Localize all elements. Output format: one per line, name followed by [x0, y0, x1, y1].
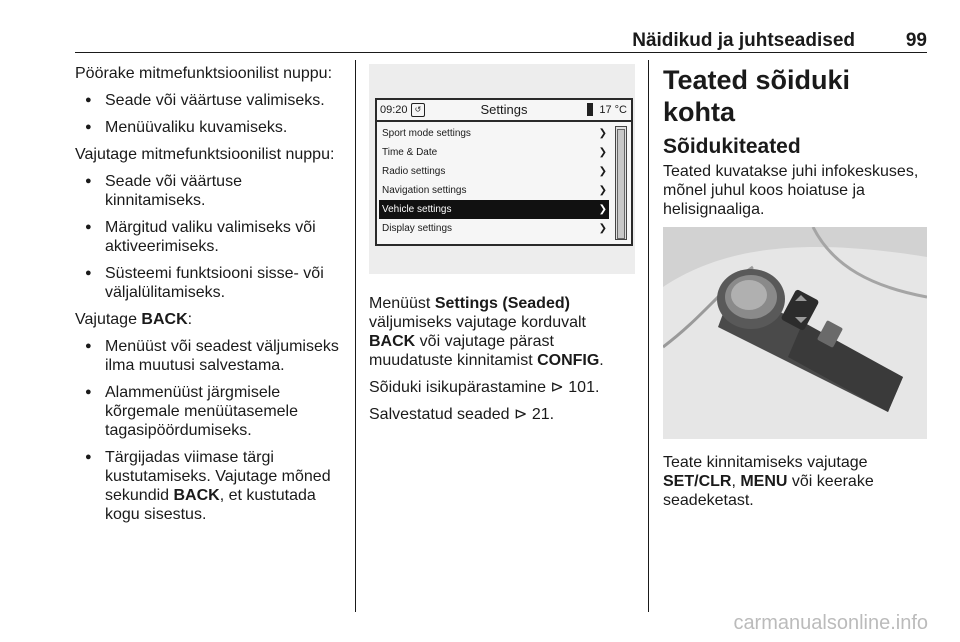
column-divider-2 — [648, 60, 649, 612]
chevron-right-icon: ❯ — [598, 166, 607, 177]
rotate-intro: Pöörake mitmefunktsioonilist nuppu: — [75, 65, 333, 82]
rotate-list — [75, 91, 343, 137]
screen-temperature: 17 °C — [599, 104, 627, 116]
watermark: carmanualsonline.info — [733, 612, 928, 634]
column-divider-1 — [355, 60, 356, 612]
list-item: ● Menüüst või seadest väljumiseks ilma muutusi salvestama. — [75, 337, 343, 375]
list-item: ● Seade või väärtuse kinnitamiseks. — [75, 172, 343, 210]
config-key-label: CONFIG — [537, 352, 600, 369]
back-list — [75, 337, 343, 524]
list-item-text: , et kustutada kogu sisestus. — [105, 487, 316, 523]
list-item — [75, 448, 343, 524]
column-middle — [369, 64, 635, 432]
chevron-right-icon: ❯ — [598, 128, 607, 139]
header-rule — [75, 52, 927, 53]
screen-menu-label: Sport mode settings — [382, 128, 471, 139]
scrollbar-thumb[interactable] — [617, 129, 625, 239]
paragraph-text: Menüüst — [369, 295, 435, 312]
section-title: Näidikud ja juhtseadised — [632, 30, 855, 51]
screen-menu-item[interactable] — [379, 219, 609, 238]
page-number: 99 — [905, 30, 927, 51]
list-item: ● Alammenüüst järgmisele kõrgemale menüütasemele tagasipöördumiseks. — [75, 383, 343, 440]
page-header — [75, 30, 927, 50]
list-item-text: Tärgijadas viimase tärgi kustutamiseks. Vajutage mõned sekundid — [105, 449, 331, 504]
exit-settings-paragraph — [369, 294, 635, 370]
paragraph-text: väljumiseks vajutage korduvalt — [369, 314, 586, 331]
column-left — [75, 64, 343, 532]
saved-settings-reference[interactable]: Salvestatud seaded ⊳ 21. — [369, 406, 555, 423]
paragraph-text: . — [599, 352, 604, 369]
screen-status-bar — [377, 100, 631, 122]
subsection-heading: Sõidukiteated — [663, 135, 801, 158]
screen-time: 09:20 — [380, 104, 408, 116]
screen-menu-item-selected[interactable] — [379, 200, 609, 219]
paragraph-text: või keerake seadeketast. — [663, 473, 874, 509]
set-clr-key-label: SET/CLR — [663, 473, 732, 490]
back-intro — [75, 310, 343, 329]
menu-key-label: MENU — [740, 473, 788, 490]
paragraph-text: , — [731, 473, 741, 490]
column-right — [663, 64, 927, 518]
screen-title: Settings — [480, 102, 528, 117]
vehicle-personalization-reference[interactable]: Sõiduki isikupärastamine ⊳ 101. — [369, 379, 600, 396]
chevron-right-icon: ❯ — [598, 185, 607, 196]
screen-menu-item[interactable] — [379, 143, 609, 162]
chevron-right-icon: ❯ — [598, 204, 607, 215]
paragraph-text: või vajutage pärast muudatuste kinnitamist — [369, 333, 554, 369]
push-list — [75, 172, 343, 302]
screen-menu-label: Time & Date — [382, 147, 438, 158]
screen-menu-label: Vehicle settings — [382, 204, 452, 215]
control-stalk-figure — [663, 227, 927, 439]
back-intro-text: Vajutage — [75, 311, 142, 328]
screen-menu-item[interactable] — [379, 124, 609, 143]
chevron-right-icon: ❯ — [598, 147, 607, 158]
screen-menu-label: Radio settings — [382, 166, 446, 177]
thermometer-icon — [587, 103, 593, 116]
list-item: ● Menüüvaliku kuvamiseks. — [75, 118, 343, 137]
list-item: ● Seade või väärtuse valimiseks. — [75, 91, 343, 110]
list-item: ● Süsteemi funktsiooni sisse- või väljalülitamiseks. — [75, 264, 343, 302]
paragraph-text: Teate kinnitamiseks vajutage — [663, 454, 868, 471]
screen-menu-list — [379, 124, 609, 238]
back-intro-colon: : — [187, 311, 193, 328]
chevron-right-icon: ❯ — [598, 223, 607, 234]
push-intro: Vajutage mitmefunktsioonilist nuppu: — [75, 146, 335, 163]
display-screen — [375, 98, 633, 246]
screen-menu-label: Display settings — [382, 223, 453, 234]
section-heading: Teated sõiduki kohta — [663, 65, 851, 127]
screen-menu-item[interactable] — [379, 162, 609, 181]
settings-screen-figure — [369, 64, 635, 274]
back-key-label: BACK — [173, 487, 220, 504]
confirm-message-paragraph — [663, 453, 927, 510]
settings-menu-label: Settings (Seaded) — [434, 295, 570, 312]
control-stalk-illustration — [663, 227, 927, 439]
back-key-label: BACK — [369, 333, 416, 350]
messages-paragraph: Teated kuvatakse juhi infokeskuses, mõnel juhul koos hoiatuse ja helisignaaliga. — [663, 163, 919, 218]
screen-menu-item[interactable] — [379, 181, 609, 200]
back-key-label: BACK — [141, 311, 188, 328]
screen-menu-label: Navigation settings — [382, 185, 467, 196]
screen-scrollbar[interactable] — [615, 126, 627, 240]
clock-icon: ↺ — [411, 103, 425, 117]
list-item: ● Märgitud valiku valimiseks või aktiveerimiseks. — [75, 218, 343, 256]
